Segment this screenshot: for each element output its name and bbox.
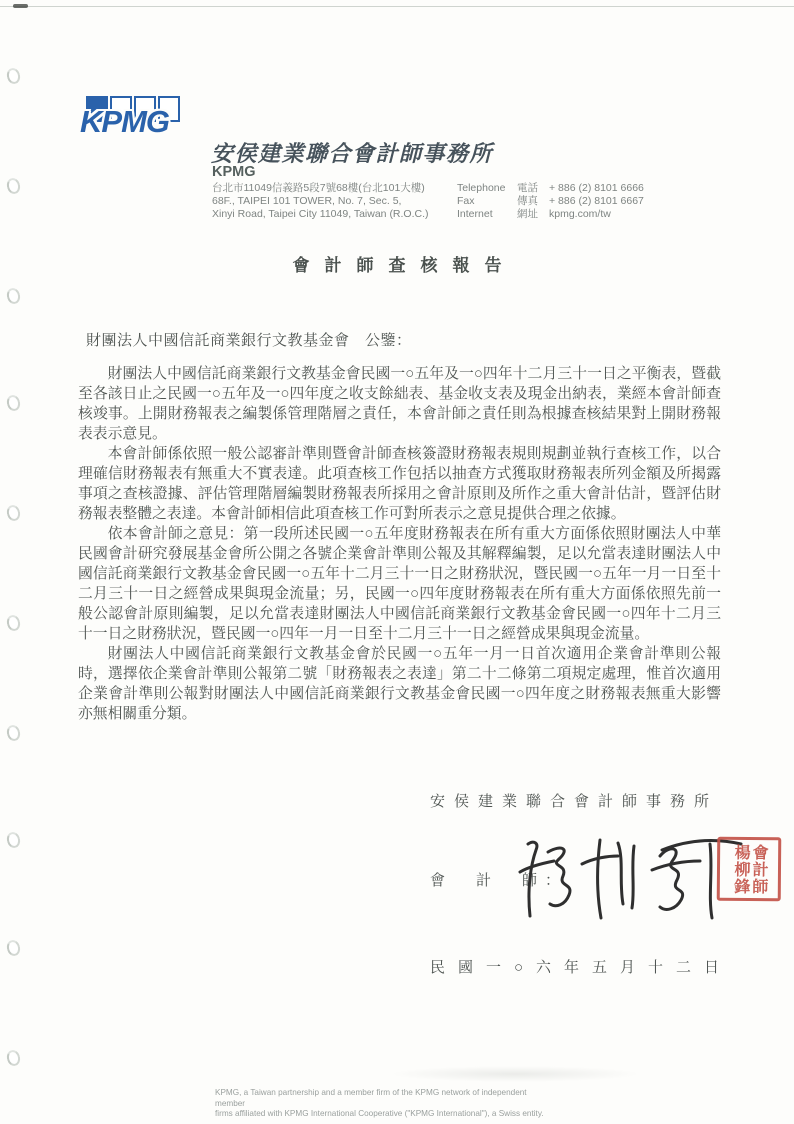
- contact-value: kpmg.com/tw: [549, 208, 611, 220]
- address-line-zh: 台北市11049信義路5段7號68樓(台北101大樓): [212, 182, 425, 194]
- accountant-seal: [717, 837, 782, 902]
- punch-hole: [5, 177, 21, 196]
- firm-name-english: KPMG: [212, 164, 256, 180]
- punch-hole: [5, 287, 21, 306]
- paragraph-scope: 財團法人中國信託商業銀行文教基金會民國一○五年及一○四年十二月三十一日之平衡表，暨截至各該日止之民國一○五年及一○四年度之收支餘絀表、基金收支表及現金出納表，業經本會計師查核竣事。上開財務報表之編製係管理階層之責任，本會計師之責任則為根據查核結果對上開財務報表表示意見。: [78, 366, 721, 442]
- seal-column-right: 楊柳鋒: [731, 843, 750, 895]
- report-date: 民國一○六年五月十二日: [430, 960, 733, 976]
- contact-label-zh: 傳真: [517, 195, 538, 207]
- address-line-en1: 68F., TAIPEI 101 TOWER, No. 7, Sec. 5,: [212, 195, 402, 207]
- seal-column-left: 會計師: [749, 843, 768, 895]
- accountant-label: 會 計 師：: [430, 873, 569, 889]
- paragraph-first-adoption: 財團法人中國信託商業銀行文教基金會於民國一○五年一月一日首次適用企業會計準則公報時，選擇依企業會計準則公報第二號「財務報表之表達」第二十二條第二項規定處理，惟首次適用企業會計準則公報對財團法人中國信託商業銀行文教基金會民國一○四年度之財務報表無重大影響亦無相關重分類。: [78, 646, 721, 722]
- punch-hole: [5, 504, 21, 523]
- punch-hole: [5, 394, 21, 413]
- paragraph-audit-basis: 本會計師係依照一般公認審計準則暨會計師查核簽證財務報表規則規劃並執行查核工作，以合理確信財務報表有無重大不實表達。此項查核工作包括以抽查方式獲取財務報表所列金額及所揭露事項之查核證據、評估管理階層編製財務報表所採用之會計原則及所作之重大會計估計，暨評估財務報表整體之表達。本會計師相信此項查核工作可對所表示之意見提供合理之依據。: [78, 446, 721, 522]
- scan-smudge: [13, 4, 28, 8]
- contact-label-en: Internet: [457, 208, 493, 220]
- report-body: [78, 364, 721, 724]
- scan-edge-line: [0, 6, 794, 7]
- punch-hole: [5, 67, 21, 86]
- address-line-en2: Xinyi Road, Taipei City 11049, Taiwan (R.O.C.): [212, 208, 429, 220]
- scan-shadow: [390, 1066, 640, 1082]
- contact-label-zh: 網址: [517, 208, 538, 220]
- paragraph-opinion: 依本會計師之意見：第一段所述民國一○五年度財務報表在所有重大方面係依照財團法人中華民國會計研究發展基金會所公開之各號企業會計準則公報及其解釋編製，足以允當表達財團法人中國信託商業銀行文教基金會民國一○五年十二月三十一日之財務狀況，暨民國一○五年一月一日至十二月三十一日之經營成果與現金流量；另，民國一○四年度財務報表在所有重大方面係依照先前一般公認會計原則編製，足以允當表達財團法人中國信託商業銀行文教基金會民國一○四年十二月三十一日之財務狀況，暨民國一○四年一月一日至十二月三十一日之經營成果與現金流量。: [78, 526, 721, 642]
- accountant-handwritten-signature: [512, 828, 744, 920]
- footer-line2: firms affiliated with KPMG International Cooperative ("KPMG International"), a Swiss entity.: [215, 1109, 544, 1118]
- firm-name-chinese: 安侯建業聯合會計師事務所: [211, 141, 494, 166]
- punch-hole: [5, 1049, 21, 1068]
- contact-info: [457, 182, 644, 221]
- punch-hole: [5, 831, 21, 850]
- contact-label-zh: 電話: [517, 182, 538, 194]
- punch-hole: [5, 939, 21, 958]
- punch-hole: [5, 614, 21, 633]
- contact-fax: [457, 195, 644, 208]
- contact-label-en: Telephone: [457, 182, 506, 194]
- contact-telephone: [457, 182, 644, 195]
- report-title: 會計師查核報告: [292, 256, 517, 275]
- contact-internet: [457, 208, 644, 221]
- kpmg-logo-wordmark: KPMG: [80, 104, 169, 139]
- contact-value: + 886 (2) 8101 6667: [549, 195, 644, 207]
- kpmg-legal-footer: [215, 1088, 545, 1120]
- firm-address: [212, 182, 429, 221]
- footer-line1: KPMG, a Taiwan partnership and a member firm of the KPMG network of independent member: [215, 1088, 527, 1108]
- contact-value: + 886 (2) 8101 6666: [549, 182, 644, 194]
- addressee-salutation: 財團法人中國信託商業銀行文教基金會 公鑒：: [86, 333, 412, 349]
- kpmg-logo: [80, 96, 196, 140]
- contact-label-en: Fax: [457, 195, 475, 207]
- signing-firm-name: 安侯建業聯合會計師事務所: [430, 794, 719, 810]
- punch-hole: [5, 724, 21, 743]
